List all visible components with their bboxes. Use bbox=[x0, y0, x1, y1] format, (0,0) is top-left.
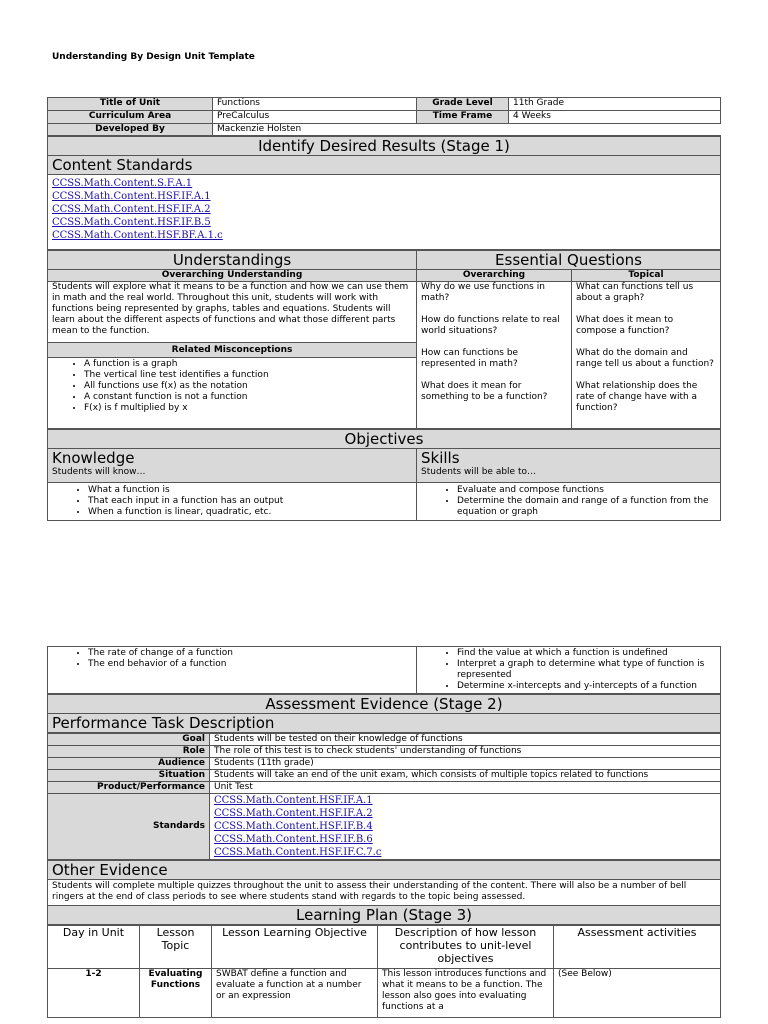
other-evidence-text: Students will complete multiple quizzes throughout the unit to assess their understanding of the content. There will also be a number of bell ringers at the end of class periods to see where students stand with regards to the topic being assessed. bbox=[48, 880, 721, 906]
list-item: • Determine the domain and range of a function from the equation or graph bbox=[457, 496, 716, 518]
stage2-heading: Assessment Evidence (Stage 2) bbox=[48, 695, 721, 714]
stage3-heading: Learning Plan (Stage 3) bbox=[48, 906, 721, 925]
misconceptions-label: Related Misconceptions bbox=[48, 342, 416, 358]
skills-sub: Students will be able to… bbox=[421, 467, 536, 477]
developed-by-label: Developed By bbox=[48, 124, 213, 136]
col-day: Day in Unit bbox=[48, 926, 140, 969]
col-description: Description of how lesson contributes to unit-level objectives bbox=[378, 926, 554, 969]
stage1-heading: Identify Desired Results (Stage 1) bbox=[48, 137, 721, 156]
list-item: • Determine x-intercepts and y-intercepts of a function bbox=[457, 681, 716, 692]
knowledge-heading: Knowledge bbox=[52, 449, 135, 467]
essential-questions-heading: Essential Questions bbox=[417, 251, 721, 270]
question: What does it mean for something to be a function? bbox=[421, 381, 548, 402]
overarching-label: Overarching bbox=[417, 270, 572, 282]
standard-link[interactable]: CCSS.Math.Content.HSF.IF.B.4 bbox=[214, 821, 373, 832]
list-item: • What a function is bbox=[88, 485, 412, 496]
document-title: Understanding By Design Unit Template bbox=[52, 52, 255, 62]
understanding-text: Students will explore what it means to be a function and how we can use them in math and the real world. Throughout this unit, students will work with functions being represented by graphs, tables and equations. Students will learn about the different aspects of functions and what those different parts mean to the function. bbox=[52, 282, 409, 336]
developed-by-value: Mackenzie Holsten bbox=[213, 124, 721, 136]
understandings-heading: Understandings bbox=[48, 251, 417, 270]
skills-list-p2 bbox=[417, 647, 721, 694]
topical-label: Topical bbox=[572, 270, 721, 282]
time-frame-value: 4 Weeks bbox=[509, 111, 721, 124]
standard-link[interactable]: CCSS.Math.Content.HSF.IF.A.2 bbox=[52, 204, 211, 215]
day-cell: 1-2 bbox=[48, 969, 140, 1018]
situation-label: Situation bbox=[48, 770, 210, 782]
page2-table bbox=[47, 646, 721, 1018]
question: How can functions be represented in math? bbox=[421, 348, 519, 369]
content-standards-heading: Content Standards bbox=[48, 156, 721, 175]
list-item: • Interpret a graph to determine what type of function is represented bbox=[457, 659, 716, 681]
performance-task-heading: Performance Task Description bbox=[48, 714, 721, 733]
standard-link[interactable]: CCSS.Math.Content.HSF.IF.A.1 bbox=[214, 795, 373, 806]
skills-header bbox=[417, 449, 721, 483]
knowledge-list-p2 bbox=[48, 647, 417, 694]
list-item: • Evaluate and compose functions bbox=[457, 485, 716, 496]
assessment-cell: (See Below) bbox=[554, 969, 721, 1018]
knowledge-list-p1 bbox=[48, 483, 417, 521]
title-of-unit-label: Title of Unit bbox=[48, 98, 213, 111]
question: Why do we use functions in math? bbox=[421, 282, 545, 303]
standard-link[interactable]: CCSS.Math.Content.S.F.A.1 bbox=[52, 178, 193, 189]
list-item: • The end behavior of a function bbox=[88, 659, 412, 670]
product-label: Product/Performance bbox=[48, 782, 210, 794]
list-item: • The rate of change of a function bbox=[88, 648, 412, 659]
page1-table bbox=[47, 97, 721, 521]
list-item: • That each input in a function has an output bbox=[88, 496, 412, 507]
topic-cell: Evaluating Functions bbox=[140, 969, 212, 1018]
standard-link[interactable]: CCSS.Math.Content.HSF.IF.B.5 bbox=[52, 217, 211, 228]
standard-link[interactable]: CCSS.Math.Content.HSF.IF.C.7.c bbox=[214, 847, 382, 858]
other-evidence-heading: Other Evidence bbox=[48, 861, 721, 880]
standards-label: Standards bbox=[48, 794, 210, 860]
role-label: Role bbox=[48, 746, 210, 758]
standard-link[interactable]: CCSS.Math.Content.HSF.IF.A.1 bbox=[52, 191, 211, 202]
description-cell: This lesson introduces functions and what it means to be a function. The lesson also goes into evaluating functions at a bbox=[378, 969, 554, 1018]
knowledge-header bbox=[48, 449, 417, 483]
list-item: • When a function is linear, quadratic, etc. bbox=[88, 507, 412, 518]
product-value: Unit Test bbox=[210, 782, 721, 794]
question: What can functions tell us about a graph? bbox=[576, 282, 694, 303]
col-topic: Lesson Topic bbox=[140, 926, 212, 969]
list-item: • All functions use f(x) as the notation bbox=[84, 381, 416, 392]
skills-heading: Skills bbox=[421, 449, 460, 467]
col-assessment: Assessment activities bbox=[554, 926, 721, 969]
role-value: The role of this test is to check students' understanding of functions bbox=[210, 746, 721, 758]
content-standards-list bbox=[48, 175, 721, 250]
skills-list-p1 bbox=[417, 483, 721, 521]
overarching-questions bbox=[417, 282, 572, 429]
knowledge-sub: Students will know… bbox=[52, 467, 146, 477]
col-objective: Lesson Learning Objective bbox=[212, 926, 378, 969]
goal-value: Students will be tested on their knowledge of functions bbox=[210, 734, 721, 746]
understanding-cell bbox=[48, 282, 417, 429]
question: How do functions relate to real world situations? bbox=[421, 315, 560, 336]
audience-label: Audience bbox=[48, 758, 210, 770]
list-item: • Find the value at which a function is undefined bbox=[457, 648, 716, 659]
curriculum-area-label: Curriculum Area bbox=[48, 111, 213, 124]
curriculum-area-value: PreCalculus bbox=[213, 111, 417, 124]
standards-list bbox=[210, 794, 721, 860]
standard-link[interactable]: CCSS.Math.Content.HSF.IF.A.2 bbox=[214, 808, 373, 819]
list-item: • F(x) is f multiplied by x bbox=[84, 403, 416, 414]
overarching-understanding-label: Overarching Understanding bbox=[48, 270, 417, 282]
audience-value: Students (11th grade) bbox=[210, 758, 721, 770]
grade-level-label: Grade Level bbox=[417, 98, 509, 111]
list-item: • A constant function is not a function bbox=[84, 392, 416, 403]
title-of-unit-value: Functions bbox=[213, 98, 417, 111]
misconceptions-list bbox=[48, 358, 416, 428]
question: What does it mean to compose a function? bbox=[576, 315, 674, 336]
grade-level-value: 11th Grade bbox=[509, 98, 721, 111]
standard-link[interactable]: CCSS.Math.Content.HSF.IF.B.6 bbox=[214, 834, 373, 845]
list-item: • The vertical line test identifies a function bbox=[84, 370, 416, 381]
standard-link[interactable]: CCSS.Math.Content.HSF.BF.A.1.c bbox=[52, 230, 223, 241]
situation-value: Students will take an end of the unit exam, which consists of multiple topics related to functions bbox=[210, 770, 721, 782]
objective-cell: SWBAT define a function and evaluate a function at a number or an expression bbox=[212, 969, 378, 1018]
topical-questions bbox=[572, 282, 721, 429]
question: What do the domain and range tell us about a function? bbox=[576, 348, 714, 369]
goal-label: Goal bbox=[48, 734, 210, 746]
list-item: • A function is a graph bbox=[84, 359, 416, 370]
question: What relationship does the rate of change have with a function? bbox=[576, 381, 698, 413]
time-frame-label: Time Frame bbox=[417, 111, 509, 124]
objectives-heading: Objectives bbox=[48, 430, 721, 449]
